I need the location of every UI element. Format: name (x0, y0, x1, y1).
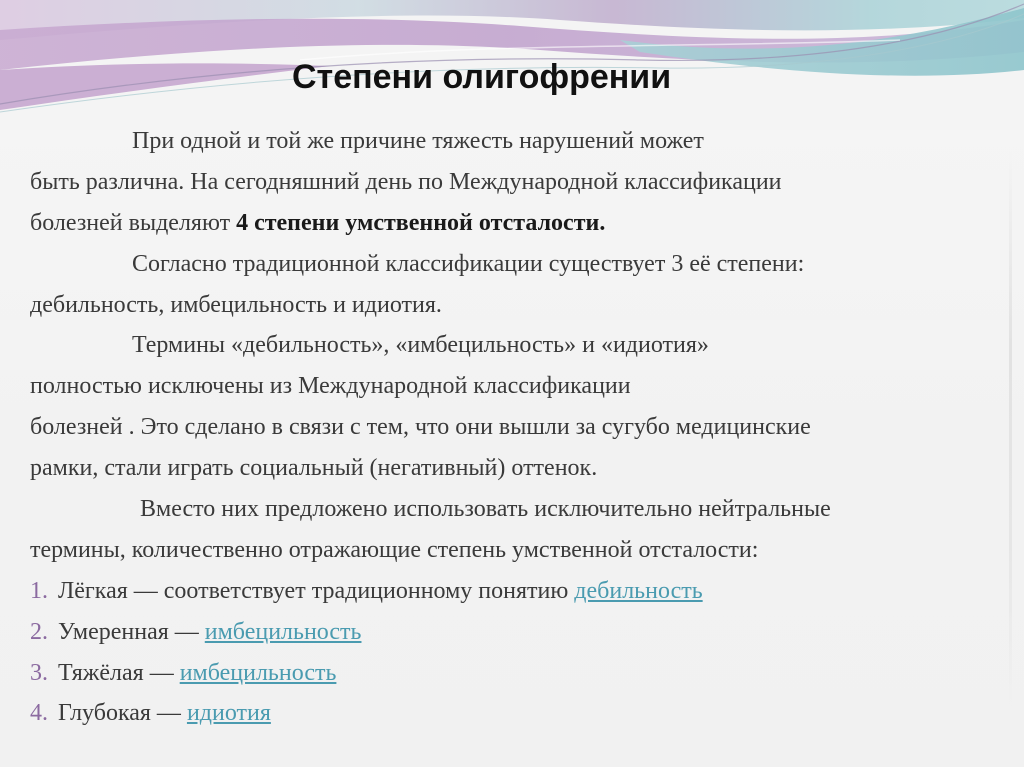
list-number: 4. (30, 700, 48, 727)
list-item-text: Тяжёлая — (58, 659, 180, 686)
slide-body (30, 121, 1005, 734)
list-item-text: Глубокая — (58, 700, 187, 727)
list-item (30, 571, 1005, 612)
list-number: 3. (30, 659, 48, 686)
paragraph-1-line-3-text: болезней выделяют (30, 209, 237, 236)
paragraph-4-line-1: Вместо них предложено использовать исключительно нейтральные (140, 496, 831, 523)
list-item-text: Умеренная — (58, 618, 205, 645)
paragraph-1-line-2: быть различна. На сегодняшний день по Международной классификации (30, 168, 782, 195)
paragraph-3-line-2: полностью исключены из Международной классификации (30, 373, 631, 400)
list-number: 1. (30, 577, 48, 604)
paragraph-1-line-1: При одной и той же причине тяжесть нарушений может (132, 128, 704, 154)
list-item (30, 653, 1005, 694)
paragraph-3-line-3: болезней . Это сделано в связи с тем, что они вышли за сугубо медицинские (30, 414, 811, 441)
paragraph-1-line-3 (30, 203, 1005, 244)
right-edge-decoration (1009, 150, 1012, 710)
link-debilnost[interactable]: дебильность (574, 577, 703, 604)
list-item (30, 693, 1005, 734)
paragraph-2-line-1: Согласно традиционной классификации существует 3 её степени: (132, 250, 805, 277)
paragraph-4-line-2: термины, количественно отражающие степень умственной отсталости: (30, 536, 759, 563)
paragraph-3-line-1: Термины «дебильность», «имбецильность» и «идиотия» (132, 332, 709, 359)
paragraph-3-line-4: рамки, стали играть социальный (негативный) оттенок. (30, 455, 598, 482)
link-imbecilnost[interactable]: имбецильность (204, 618, 362, 645)
paragraph-1-bold-text: 4 степени умственной отсталости. (236, 209, 606, 236)
link-imbecilnost-2[interactable]: имбецильность (179, 659, 337, 686)
list-item-text: Лёгкая — соответствует традиционному понятию (58, 577, 575, 604)
list-number: 2. (30, 618, 48, 645)
paragraph-2-line-2: дебильность, имбецильность и идиотия. (30, 291, 442, 318)
list-item (30, 612, 1005, 653)
slide-title: Степени олигофрении (292, 58, 672, 96)
link-idiotiya[interactable]: идиотия (186, 700, 271, 727)
